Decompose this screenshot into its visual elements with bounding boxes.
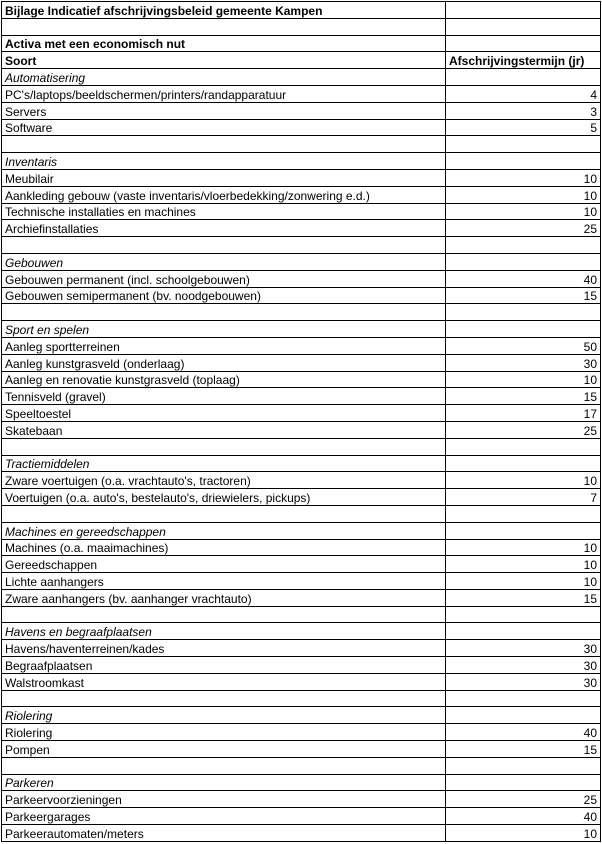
column-header-soort: Soort — [2, 52, 446, 69]
category-row — [2, 69, 601, 86]
empty-cell — [446, 69, 601, 86]
table-row — [2, 119, 601, 136]
table-row — [2, 589, 601, 606]
table-row — [2, 405, 601, 422]
item-label: Aankleding gebouw (vaste inventaris/vloerbedekking/zonwering e.d.) — [2, 186, 446, 203]
item-label: Technische installaties en machines — [2, 203, 446, 220]
spacer-row — [2, 237, 601, 254]
item-label: Zware aanhangers (bv. aanhanger vrachtauto) — [2, 589, 446, 606]
item-years: 40 — [446, 724, 601, 741]
item-label: Gereedschappen — [2, 556, 446, 573]
empty-cell — [2, 606, 446, 623]
empty-cell — [2, 136, 446, 153]
item-label: Tennisveld (gravel) — [2, 388, 446, 405]
empty-cell — [446, 2, 601, 19]
table-row — [2, 203, 601, 220]
category-label: Automatisering — [2, 69, 446, 86]
item-label: Servers — [2, 102, 446, 119]
item-label: Meubilair — [2, 169, 446, 186]
empty-cell — [446, 35, 601, 52]
table-row — [2, 657, 601, 674]
item-label: Walstroomkast — [2, 673, 446, 690]
empty-cell — [446, 18, 601, 35]
category-label: Inventaris — [2, 153, 446, 170]
item-label: Begraafplaatsen — [2, 657, 446, 674]
table-row — [2, 421, 601, 438]
category-row — [2, 623, 601, 640]
category-row — [2, 153, 601, 170]
empty-cell — [446, 304, 601, 321]
item-years: 50 — [446, 337, 601, 354]
item-years: 10 — [446, 472, 601, 489]
table-row — [2, 791, 601, 808]
category-label: Gebouwen — [2, 253, 446, 270]
item-years: 10 — [446, 186, 601, 203]
empty-cell — [446, 774, 601, 791]
item-label: Parkeerautomaten/meters — [2, 825, 446, 842]
item-label: Parkeergarages — [2, 808, 446, 825]
category-label: Havens en begraafplaatsen — [2, 623, 446, 640]
item-years: 25 — [446, 791, 601, 808]
item-label: Parkeervoorzieningen — [2, 791, 446, 808]
table-row — [2, 102, 601, 119]
spacer-row — [2, 18, 601, 35]
empty-cell — [446, 757, 601, 774]
item-label: Gebouwen permanent (incl. schoolgebouwen) — [2, 270, 446, 287]
item-years: 25 — [446, 421, 601, 438]
depreciation-table — [1, 1, 601, 842]
item-label: Aanleg en renovatie kunstgrasveld (toplaag) — [2, 371, 446, 388]
table-row — [2, 270, 601, 287]
empty-cell — [446, 623, 601, 640]
table-row — [2, 808, 601, 825]
column-header-row — [2, 52, 601, 69]
item-label: Zware voertuigen (o.a. vrachtauto's, tractoren) — [2, 472, 446, 489]
section-title: Activa met een economisch nut — [2, 35, 446, 52]
spacer-row — [2, 690, 601, 707]
empty-cell — [446, 153, 601, 170]
table-row — [2, 673, 601, 690]
table-row — [2, 371, 601, 388]
table-row — [2, 220, 601, 237]
table-row — [2, 741, 601, 758]
empty-cell — [2, 505, 446, 522]
item-years: 25 — [446, 220, 601, 237]
category-row — [2, 253, 601, 270]
empty-cell — [2, 18, 446, 35]
table-row — [2, 640, 601, 657]
item-years: 30 — [446, 657, 601, 674]
item-label: PC's/laptops/beeldschermen/printers/randapparatuur — [2, 85, 446, 102]
empty-cell — [446, 505, 601, 522]
empty-cell — [446, 690, 601, 707]
empty-cell — [446, 321, 601, 338]
item-label: Archiefinstallaties — [2, 220, 446, 237]
item-years: 30 — [446, 673, 601, 690]
item-label: Skatebaan — [2, 421, 446, 438]
item-label: Gebouwen semipermanent (bv. noodgebouwen) — [2, 287, 446, 304]
item-years: 10 — [446, 203, 601, 220]
empty-cell — [2, 757, 446, 774]
table-row — [2, 573, 601, 590]
table-row — [2, 186, 601, 203]
item-years: 15 — [446, 388, 601, 405]
item-years: 17 — [446, 405, 601, 422]
spacer-row — [2, 438, 601, 455]
spacer-row — [2, 757, 601, 774]
item-years: 4 — [446, 85, 601, 102]
empty-cell — [2, 690, 446, 707]
item-label: Lichte aanhangers — [2, 573, 446, 590]
category-row — [2, 707, 601, 724]
item-years: 10 — [446, 539, 601, 556]
spacer-row — [2, 136, 601, 153]
item-label: Pompen — [2, 741, 446, 758]
item-years: 5 — [446, 119, 601, 136]
item-label: Aanleg sportterreinen — [2, 337, 446, 354]
document-title: Bijlage Indicatief afschrijvingsbeleid gemeente Kampen — [2, 2, 446, 19]
table-row — [2, 472, 601, 489]
table-row — [2, 724, 601, 741]
spacer-row — [2, 606, 601, 623]
title-row — [2, 2, 601, 19]
item-label: Voertuigen (o.a. auto's, bestelauto's, driewielers, pickups) — [2, 489, 446, 506]
item-years: 3 — [446, 102, 601, 119]
category-row — [2, 522, 601, 539]
empty-cell — [2, 237, 446, 254]
empty-cell — [446, 253, 601, 270]
item-years: 40 — [446, 808, 601, 825]
category-label: Riolering — [2, 707, 446, 724]
category-label: Machines en gereedschappen — [2, 522, 446, 539]
table-row — [2, 489, 601, 506]
empty-cell — [446, 522, 601, 539]
item-years: 30 — [446, 354, 601, 371]
category-label: Parkeren — [2, 774, 446, 791]
section-title-row — [2, 35, 601, 52]
item-label: Software — [2, 119, 446, 136]
table-row — [2, 169, 601, 186]
empty-cell — [446, 707, 601, 724]
spacer-row — [2, 505, 601, 522]
table-row — [2, 354, 601, 371]
category-label: Tractiemiddelen — [2, 455, 446, 472]
item-label: Havens/haventerreinen/kades — [2, 640, 446, 657]
table-row — [2, 337, 601, 354]
empty-cell — [446, 136, 601, 153]
empty-cell — [2, 304, 446, 321]
item-years: 10 — [446, 371, 601, 388]
empty-cell — [446, 438, 601, 455]
category-label: Sport en spelen — [2, 321, 446, 338]
item-years: 30 — [446, 640, 601, 657]
empty-cell — [446, 455, 601, 472]
item-years: 10 — [446, 169, 601, 186]
table-row — [2, 287, 601, 304]
item-label: Riolering — [2, 724, 446, 741]
table-row — [2, 556, 601, 573]
table-row — [2, 388, 601, 405]
item-label: Machines (o.a. maaimachines) — [2, 539, 446, 556]
table-row — [2, 539, 601, 556]
item-years: 7 — [446, 489, 601, 506]
category-row — [2, 321, 601, 338]
item-years: 10 — [446, 556, 601, 573]
empty-cell — [446, 606, 601, 623]
item-label: Speeltoestel — [2, 405, 446, 422]
empty-cell — [446, 237, 601, 254]
item-years: 40 — [446, 270, 601, 287]
item-years: 15 — [446, 741, 601, 758]
item-years: 10 — [446, 825, 601, 842]
category-row — [2, 774, 601, 791]
item-label: Aanleg kunstgrasveld (onderlaag) — [2, 354, 446, 371]
column-header-termijn: Afschrijvingstermijn (jr) — [446, 52, 601, 69]
table-row — [2, 85, 601, 102]
table-row — [2, 825, 601, 842]
item-years: 10 — [446, 573, 601, 590]
item-years: 15 — [446, 287, 601, 304]
empty-cell — [2, 438, 446, 455]
category-row — [2, 455, 601, 472]
item-years: 15 — [446, 589, 601, 606]
spacer-row — [2, 304, 601, 321]
